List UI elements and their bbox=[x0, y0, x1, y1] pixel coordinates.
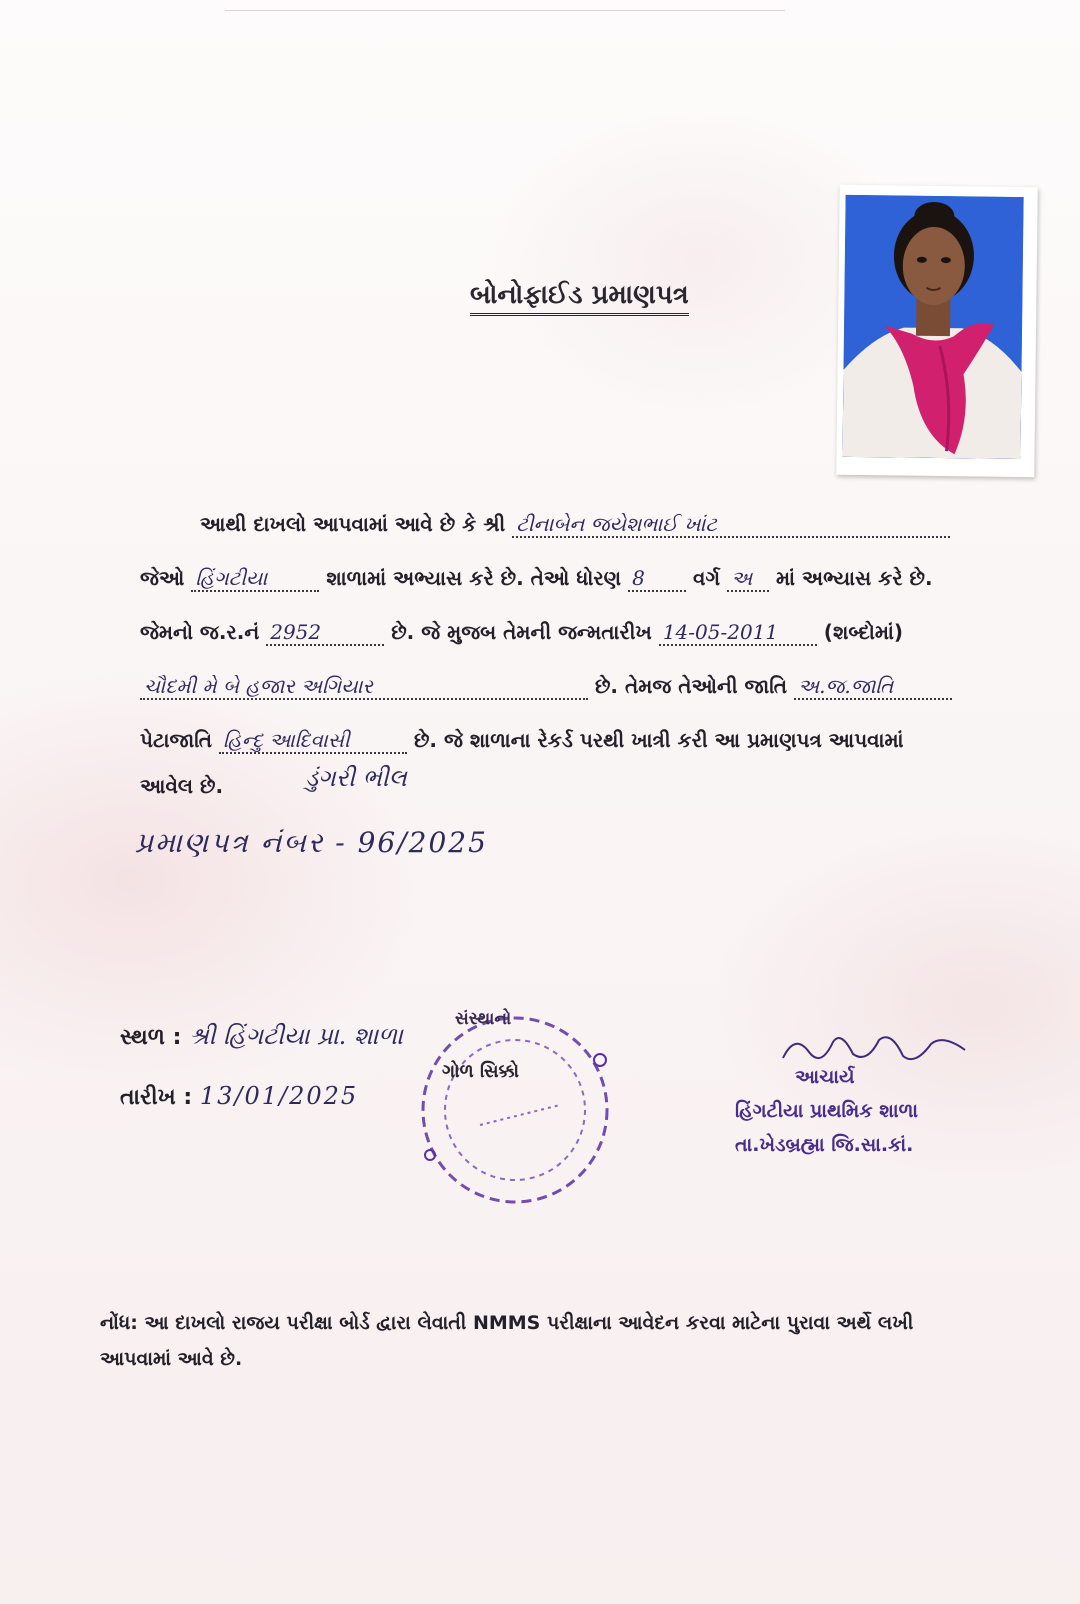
line4-mid: છે. તેમજ તેઓની જાતિ bbox=[594, 674, 788, 698]
principal-title: આચાર્ય bbox=[795, 1066, 855, 1088]
line1-prefix: આથી દાખલો આપવામાં આવે છે કે શ્રી bbox=[200, 512, 506, 536]
line2-suffix: માં અભ્યાસ કરે છે. bbox=[776, 566, 933, 590]
certificate-number: પ્રમાણપત્ર નંબર - 96/2025 bbox=[135, 826, 488, 859]
note-text: નોંધ: આ દાખલો રાજય પરીક્ષા બોર્ડ દ્વારા લેવાતી NMMS પરીક્ષાના આવેદન કરવા માટેના પુરાવા અર્થે લખી આપવામાં આવે છે. bbox=[100, 1312, 914, 1370]
line-subcaste bbox=[140, 728, 904, 754]
student-name-field: ટીનાબેન જયેશભાઈ ખાંટ bbox=[512, 512, 950, 538]
school-address-stamp: તા.ખેડબ્રહ્મા જિ.સા.કાં. bbox=[735, 1134, 914, 1156]
line2-mid1: શાળામાં અભ્યાસ કરે છે. તેઓ ધોરણ bbox=[326, 566, 622, 590]
line2-prefix: જેઓ bbox=[140, 566, 185, 590]
school-name-stamp: હિંગટીયા પ્રાથમિક શાળા bbox=[735, 1100, 919, 1122]
handwritten-subcaste-note: ડુંગરી ભીલ bbox=[305, 764, 407, 792]
date-value: 13/01/2025 bbox=[199, 1082, 359, 1110]
line-issued bbox=[140, 774, 223, 798]
signature-scribble bbox=[775, 1028, 975, 1068]
line5-prefix: પેટાજાતિ bbox=[140, 728, 213, 752]
line5-suffix: છે. જે શાળાના રેકર્ડ પરથી ખાત્રી કરી આ પ્રમાણપત્ર આપવામાં bbox=[413, 728, 904, 752]
student-portrait-image bbox=[842, 195, 1023, 459]
line3-suffix: (શબ્દોમાં) bbox=[823, 620, 904, 644]
date-row bbox=[120, 1082, 358, 1110]
date-label: તારીખ : bbox=[120, 1085, 193, 1110]
class-division-field: અ bbox=[727, 566, 769, 592]
seal-ring bbox=[410, 1005, 620, 1215]
line-student-name bbox=[200, 512, 950, 538]
place-label: સ્થળ : bbox=[120, 1025, 182, 1050]
school-seal-stamp bbox=[410, 1005, 620, 1215]
line6-text: આવેલ છે. bbox=[140, 774, 224, 798]
student-photo-frame bbox=[836, 185, 1038, 477]
register-number-field: 2952 bbox=[266, 620, 384, 646]
line3-prefix: જેમનો જ.ર.નં bbox=[140, 620, 260, 644]
line3-mid: છે. જે મુજબ તેમની જન્મતારીખ bbox=[391, 620, 652, 644]
birth-date-words-field: ચૌદમી મે બે હજાર અગિયાર bbox=[140, 674, 588, 700]
place-value: શ્રી હિંગટીયા પ્રા. શાળા bbox=[189, 1022, 403, 1050]
certificate-title: બોનોફાઈડ પ્રમાણપત્ર bbox=[470, 280, 689, 316]
caste-field: અ.જ.જાતિ bbox=[794, 674, 952, 700]
standard-field: 8 bbox=[628, 566, 686, 592]
line-school bbox=[140, 566, 933, 592]
line2-mid2: વર્ગ bbox=[693, 566, 721, 590]
principal-signature-block bbox=[735, 1060, 918, 1162]
subcaste-field: હિન્દુ આદિવાસી bbox=[219, 728, 407, 754]
line-register-birthdate bbox=[140, 620, 903, 646]
seal-top-text: સંસ્થાનો bbox=[455, 1009, 512, 1029]
place-row bbox=[120, 1022, 403, 1050]
line-birthdate-words-caste bbox=[140, 674, 952, 700]
seal-middle-text: ગોળ સિક્કો bbox=[442, 1061, 519, 1082]
paper-edge bbox=[225, 10, 785, 11]
student-photo bbox=[842, 195, 1023, 459]
birth-date-field: 14-05-2011 bbox=[659, 620, 817, 646]
school-name-field: હિંગટીયા bbox=[191, 566, 319, 592]
